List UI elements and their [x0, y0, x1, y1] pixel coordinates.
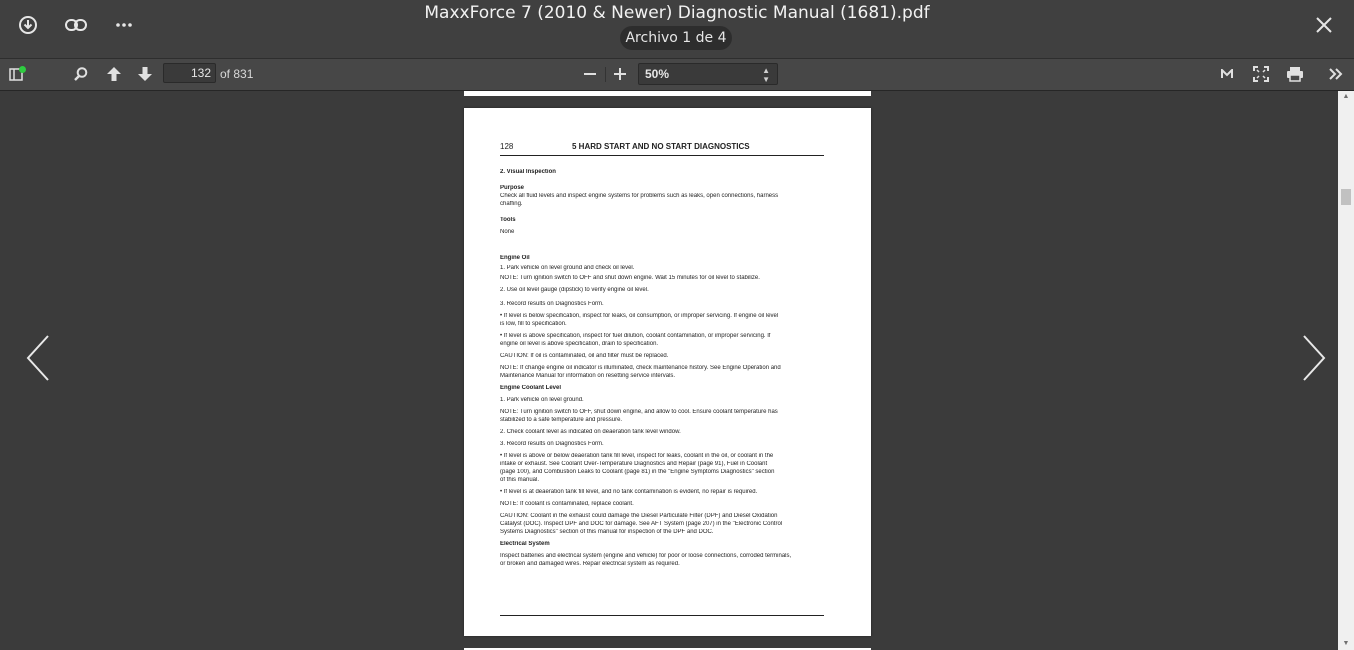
- text-line: CAUTION: If oil is contaminated, oil and filter must be replaced.: [500, 353, 669, 359]
- page-header-title: 5 HARD START AND NO START DIAGNOSTICS: [572, 142, 750, 151]
- plus-icon[interactable]: [609, 64, 631, 84]
- file-counter-badge: Archivo 1 de 4: [620, 26, 732, 50]
- vertical-scrollbar[interactable]: [1338, 91, 1354, 650]
- print-icon[interactable]: [1284, 64, 1306, 84]
- total-pages-label: of 831: [220, 67, 254, 81]
- chevron-left-icon[interactable]: [24, 333, 54, 383]
- text-line: NOTE: Turn ignition switch to OFF and shut down engine. Wait 15 minutes for oil level to stabilize.: [500, 275, 760, 281]
- text-line: engine oil level is above specification, drain to specification.: [500, 341, 659, 347]
- text-line: • If level is below specification, inspect for leaks, oil consumption, or improper servicing. If engine oil level: [500, 313, 779, 319]
- pdf-toolbar: [0, 59, 1354, 91]
- text-line: NOTE: If coolant is contaminated, replace coolant.: [500, 501, 634, 507]
- zoom-value: 50%: [645, 67, 670, 81]
- text-line: stabilized to a safe temperature and pressure.: [500, 417, 623, 423]
- text-line: 3. Record results on Diagnostics Form.: [500, 301, 604, 307]
- text-line: or broken and damaged wires. Repair electrical system as required.: [500, 561, 680, 567]
- scroll-up-icon[interactable]: ▲: [1342, 93, 1350, 100]
- page-footer-rule: [500, 615, 824, 616]
- scrollbar-thumb[interactable]: [1341, 189, 1351, 205]
- text-line: CAUTION: Coolant in the exhaust could damage the Diesel Particulate Filter (DPF) and Diesel Oxidation: [500, 513, 778, 519]
- text-line: 3. Record results on Diagnostics Form.: [500, 441, 604, 447]
- minus-icon[interactable]: [579, 64, 601, 84]
- text-line: intake or exhaust. See Coolant Over-Temperature Diagnostics and Repair (page 91), Fuel in Coolant: [500, 461, 768, 467]
- chevron-right-icon[interactable]: [1298, 333, 1328, 383]
- arrow-up-icon[interactable]: [103, 64, 125, 84]
- previous-page-edge: [464, 91, 871, 96]
- text-line: NOTE: Turn ignition switch to OFF, shut down engine, and allow to cool. Ensure coolant temperature has: [500, 409, 778, 415]
- sidebar-toggle-icon[interactable]: [6, 64, 28, 84]
- text-line: NOTE: If change engine oil indicator is illuminated, check maintenance history. See Engine Operation and: [500, 365, 781, 371]
- title-bar: [0, 0, 1354, 59]
- text-line: is low, fill to specification.: [500, 321, 567, 327]
- zoom-select[interactable]: [638, 63, 778, 85]
- section-heading: Electrical System: [500, 541, 550, 547]
- text-line: Check all fluid levels and inspect engine systems for problems such as leaks, open connections, harness: [500, 193, 779, 199]
- text-line: Inspect batteries and electrical system (engine and vehicle) for poor or loose connections, corroded terminals,: [500, 553, 792, 559]
- double-chevron-icon[interactable]: [1325, 64, 1347, 84]
- text-line: 2. Use oil level gauge (dipstick) to verify engine oil level.: [500, 287, 649, 293]
- select-arrows-icon: ▲ ▼: [762, 66, 770, 84]
- page-number-input[interactable]: 132: [163, 63, 216, 83]
- text-line: 1. Park vehicle on level ground.: [500, 397, 584, 403]
- search-icon[interactable]: [70, 64, 92, 84]
- section-heading: Purpose: [500, 185, 525, 191]
- page-header: [500, 141, 824, 156]
- section-heading: Engine Oil: [500, 255, 530, 261]
- text-line: • If level is at deaeration tank fill level, and no tank contamination is evident, no repair is required.: [500, 489, 758, 495]
- document-title: MaxxForce 7 (2010 & Newer) Diagnostic Manual (1681).pdf: [424, 3, 930, 23]
- arrow-down-icon[interactable]: [134, 64, 156, 84]
- page-number-label: 128: [500, 142, 514, 151]
- toolbar-separator: [605, 67, 606, 82]
- text-line: 1. Park vehicle on level ground and check oil level.: [500, 265, 635, 271]
- section-heading: Tools: [500, 217, 516, 223]
- text-line: of this manual.: [500, 477, 540, 483]
- text-line: Maintenance Manual for information on resetting service intervals.: [500, 373, 676, 379]
- section-heading: Engine Coolant Level: [500, 385, 562, 391]
- text-line: • If level is above specification, inspect for fuel dilution, coolant contamination, or improper servicing. If: [500, 333, 771, 339]
- fullscreen-icon[interactable]: [1250, 64, 1272, 84]
- section-heading: 2. Visual Inspection: [500, 169, 556, 175]
- scroll-down-icon[interactable]: ▼: [1342, 640, 1350, 647]
- text-line: chaffing.: [500, 201, 523, 207]
- text-line: • If level is above or below deaeration tank fill level, inspect for leaks, coolant in the oil, or coolant in the: [500, 453, 774, 459]
- text-line: Catalyst (DOC). Inspect DPF and DOC for damage. See AFT System (page 207) in the "Electronic Control: [500, 521, 783, 527]
- pdf-viewer[interactable]: [0, 91, 1338, 650]
- text-line: 2. Check coolant level as indicated on deaeration tank level window.: [500, 429, 681, 435]
- presentation-mode-icon[interactable]: [1216, 64, 1238, 84]
- text-line: None: [500, 229, 515, 235]
- close-icon[interactable]: [1311, 12, 1337, 38]
- pdf-page: [464, 108, 871, 636]
- text-line: (page 100), and Combustion Leaks to Coolant (page 81) in the "Engine Symptoms Diagnostics" section: [500, 469, 775, 475]
- text-line: Systems Diagnostics" section of this manual for inspection of the DPF and DOC.: [500, 529, 714, 535]
